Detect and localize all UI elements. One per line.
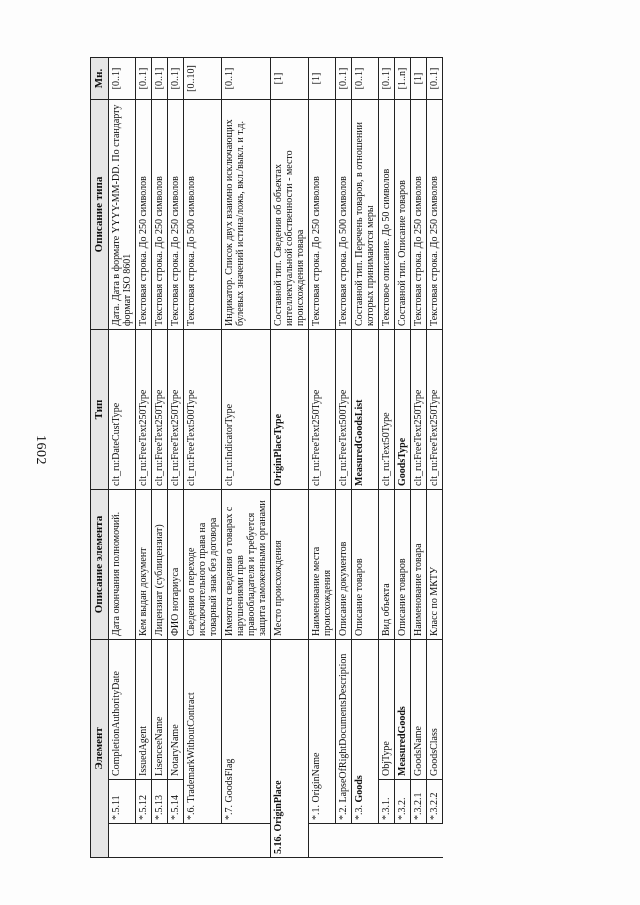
element-description: Наименование места происхождения xyxy=(309,489,336,639)
indent-cell xyxy=(109,824,136,858)
table-header-row xyxy=(91,57,109,857)
element-number: *.2. xyxy=(338,805,349,820)
type-name: MeasuredGoodsList xyxy=(352,329,379,489)
element-name: LapseOfRightDocumentsDescription xyxy=(338,653,349,803)
table-row xyxy=(411,57,427,857)
element-number-cell xyxy=(152,780,168,824)
multiplicity: [0..1] xyxy=(222,57,271,99)
multiplicity: [0..1] xyxy=(352,57,379,99)
element-description: Описание товаров xyxy=(395,489,411,639)
element-number-cell xyxy=(427,780,443,824)
header-type: Тип xyxy=(91,329,109,489)
multiplicity: [0..1] xyxy=(152,57,168,99)
table-row xyxy=(379,57,395,857)
element-number-cell xyxy=(136,780,152,824)
type-description: Составной тип. Сведения об объектах интеллектуальной собственности - место происхождения товара xyxy=(271,99,309,329)
element-number: *.5.14 xyxy=(170,795,181,820)
type-name: clt_ru:FreeText500Type xyxy=(336,329,352,489)
element-cell xyxy=(271,639,309,857)
multiplicity: [1] xyxy=(271,57,309,99)
element-number-cell xyxy=(411,780,427,824)
page-number: 1602 xyxy=(33,435,48,465)
element-description: Наименование товара xyxy=(411,489,427,639)
multiplicity: [0..1] xyxy=(336,57,352,99)
header-element-desc: Описание элемента xyxy=(91,489,109,639)
type-description: Индикатор. Список двух взаимно исключающих булевых значений истина/ложь, вкл./выкл. и т.д. xyxy=(222,99,271,329)
indent-cell xyxy=(336,824,352,858)
element-number: *.6. xyxy=(186,805,197,820)
indent-cell xyxy=(395,824,411,858)
element-cell xyxy=(222,639,271,823)
element-number: *.1. xyxy=(311,805,322,820)
element-number: *.3.2.2 xyxy=(429,792,440,820)
element-cell xyxy=(379,639,395,779)
type-description: Текстовая строка. До 500 символов xyxy=(336,99,352,329)
element-cell xyxy=(427,639,443,779)
indent-cell xyxy=(411,824,427,858)
element-number: *.3.2. xyxy=(397,797,408,820)
header-element: Элемент xyxy=(91,639,109,857)
type-description: Дата. Дата в формате YYYY-MM-DD. По стандарту формат ISO 8601 xyxy=(109,99,136,329)
element-number: *.3.1. xyxy=(381,797,392,820)
element-description: Описание документов xyxy=(336,489,352,639)
element-description: Вид объекта xyxy=(379,489,395,639)
indent-cell xyxy=(427,824,443,858)
table-row xyxy=(168,57,184,857)
type-description: Текстовая строка. До 250 символов xyxy=(309,99,336,329)
element-cell xyxy=(352,639,379,823)
element-number: *.5.11 xyxy=(111,795,122,820)
header-mult: Мн. xyxy=(91,57,109,99)
element-cell xyxy=(336,639,352,823)
element-name: NotaryName xyxy=(170,724,181,776)
indent-cell xyxy=(222,824,271,858)
element-name: LisenceeName xyxy=(154,716,165,776)
type-name: clt_ru:FreeText250Type xyxy=(152,329,168,489)
type-name: clt_ru:FreeText250Type xyxy=(309,329,336,489)
multiplicity: [0..1] xyxy=(379,57,395,99)
table-row xyxy=(395,57,411,857)
element-name: GoodsName xyxy=(413,726,424,776)
table-row xyxy=(222,57,271,857)
element-name: OriginPlace xyxy=(273,780,284,832)
element-description: Место происхождения xyxy=(271,489,309,639)
element-cell xyxy=(152,639,168,779)
type-name: GoodsType xyxy=(395,329,411,489)
type-name: clt_ru:Text50Type xyxy=(379,329,395,489)
element-name: OriginName xyxy=(311,752,322,803)
type-description: Текстовая строка. До 250 символов xyxy=(168,99,184,329)
indent-cell xyxy=(309,824,336,858)
multiplicity: [0..1] xyxy=(168,57,184,99)
element-cell xyxy=(136,639,152,779)
element-description: ФИО нотариуса xyxy=(168,489,184,639)
indent-cell xyxy=(184,824,222,858)
type-description: Составной тип. Перечень товаров, в отношении которых принимаются меры xyxy=(352,99,379,329)
type-name: clt_ru:FreeText250Type xyxy=(168,329,184,489)
type-description: Текстовая строка. До 250 символов xyxy=(152,99,168,329)
element-cell xyxy=(109,639,136,779)
element-number: *.5.13 xyxy=(154,795,165,820)
element-number-cell xyxy=(168,780,184,824)
indent-cell xyxy=(152,824,168,858)
element-name: ObjType xyxy=(381,741,392,776)
type-name: clt_ru:FreeText250Type xyxy=(136,329,152,489)
type-description: Текстовая строка. До 250 символов xyxy=(427,99,443,329)
indent-cell xyxy=(168,824,184,858)
type-description: Текстовая строка. До 250 символов xyxy=(411,99,427,329)
element-name: GoodsClass xyxy=(429,728,440,776)
element-number: *.7. xyxy=(224,805,235,820)
table-row xyxy=(309,57,336,857)
type-description: Текстовая строка. До 250 символов xyxy=(136,99,152,329)
element-name: TrademarkWithoutContract xyxy=(186,692,197,803)
type-name: clt_ru:DateCustType xyxy=(109,329,136,489)
multiplicity: [0..10] xyxy=(184,57,222,99)
type-name: clt_ru:IndicatorType xyxy=(222,329,271,489)
type-description: Составной тип. Описание товаров xyxy=(395,99,411,329)
element-name: GoodsFlag xyxy=(224,758,235,803)
table-row xyxy=(152,57,168,857)
type-name: clt_ru:FreeText250Type xyxy=(411,329,427,489)
multiplicity: [1..n] xyxy=(395,57,411,99)
element-cell xyxy=(168,639,184,779)
element-cell xyxy=(184,639,222,823)
indent-cell xyxy=(379,824,395,858)
element-cell xyxy=(395,639,411,779)
type-name: OriginPlaceType xyxy=(271,329,309,489)
element-description: Кем выдан документ xyxy=(136,489,152,639)
table-row xyxy=(427,57,443,857)
indent-cell xyxy=(352,824,379,858)
element-name: MeasuredGoods xyxy=(397,706,408,776)
table-row xyxy=(271,57,309,857)
element-description: Сведения о переходе исключительного права на товарный знак без договора xyxy=(184,489,222,639)
table-row xyxy=(336,57,352,857)
element-name: CompletionAuthorityDate xyxy=(111,671,122,776)
header-type-desc: Описание типа xyxy=(91,99,109,329)
element-table xyxy=(90,57,443,858)
element-number: *.5.12 xyxy=(138,795,149,820)
type-name: clt_ru:FreeText500Type xyxy=(184,329,222,489)
element-number-cell xyxy=(379,780,395,824)
type-name: clt_ru:FreeText250Type xyxy=(427,329,443,489)
element-cell xyxy=(309,639,336,823)
element-cell xyxy=(411,639,427,779)
rotated-table-wrapper xyxy=(90,58,630,858)
multiplicity: [0..1] xyxy=(109,57,136,99)
multiplicity: [0..1] xyxy=(427,57,443,99)
element-number: 5.16. xyxy=(273,834,284,854)
table-row xyxy=(136,57,152,857)
element-description: Описание товаров xyxy=(352,489,379,639)
multiplicity: [1] xyxy=(309,57,336,99)
element-description: Класс по МКТУ xyxy=(427,489,443,639)
table-row xyxy=(184,57,222,857)
type-description: Текстовая строка. До 500 символов xyxy=(184,99,222,329)
element-name: Goods xyxy=(354,775,365,803)
type-description: Текстовое описание. До 50 символов xyxy=(379,99,395,329)
element-description: Лицензиат (сублицензиат) xyxy=(152,489,168,639)
element-number: *.3.2.1 xyxy=(413,792,424,820)
multiplicity: [1] xyxy=(411,57,427,99)
element-number: *.3. xyxy=(354,805,365,820)
element-description: Дата окончания полномочий. xyxy=(109,489,136,639)
element-number-cell xyxy=(395,780,411,824)
element-description: Имеются сведения о товарах с нарушениями прав правообладателя и требуется защита таможенными органами xyxy=(222,489,271,639)
element-name: IssuedAgent xyxy=(138,726,149,776)
element-number-cell xyxy=(109,780,136,824)
table-row xyxy=(109,57,136,857)
multiplicity: [0..1] xyxy=(136,57,152,99)
table-row xyxy=(352,57,379,857)
indent-cell xyxy=(136,824,152,858)
